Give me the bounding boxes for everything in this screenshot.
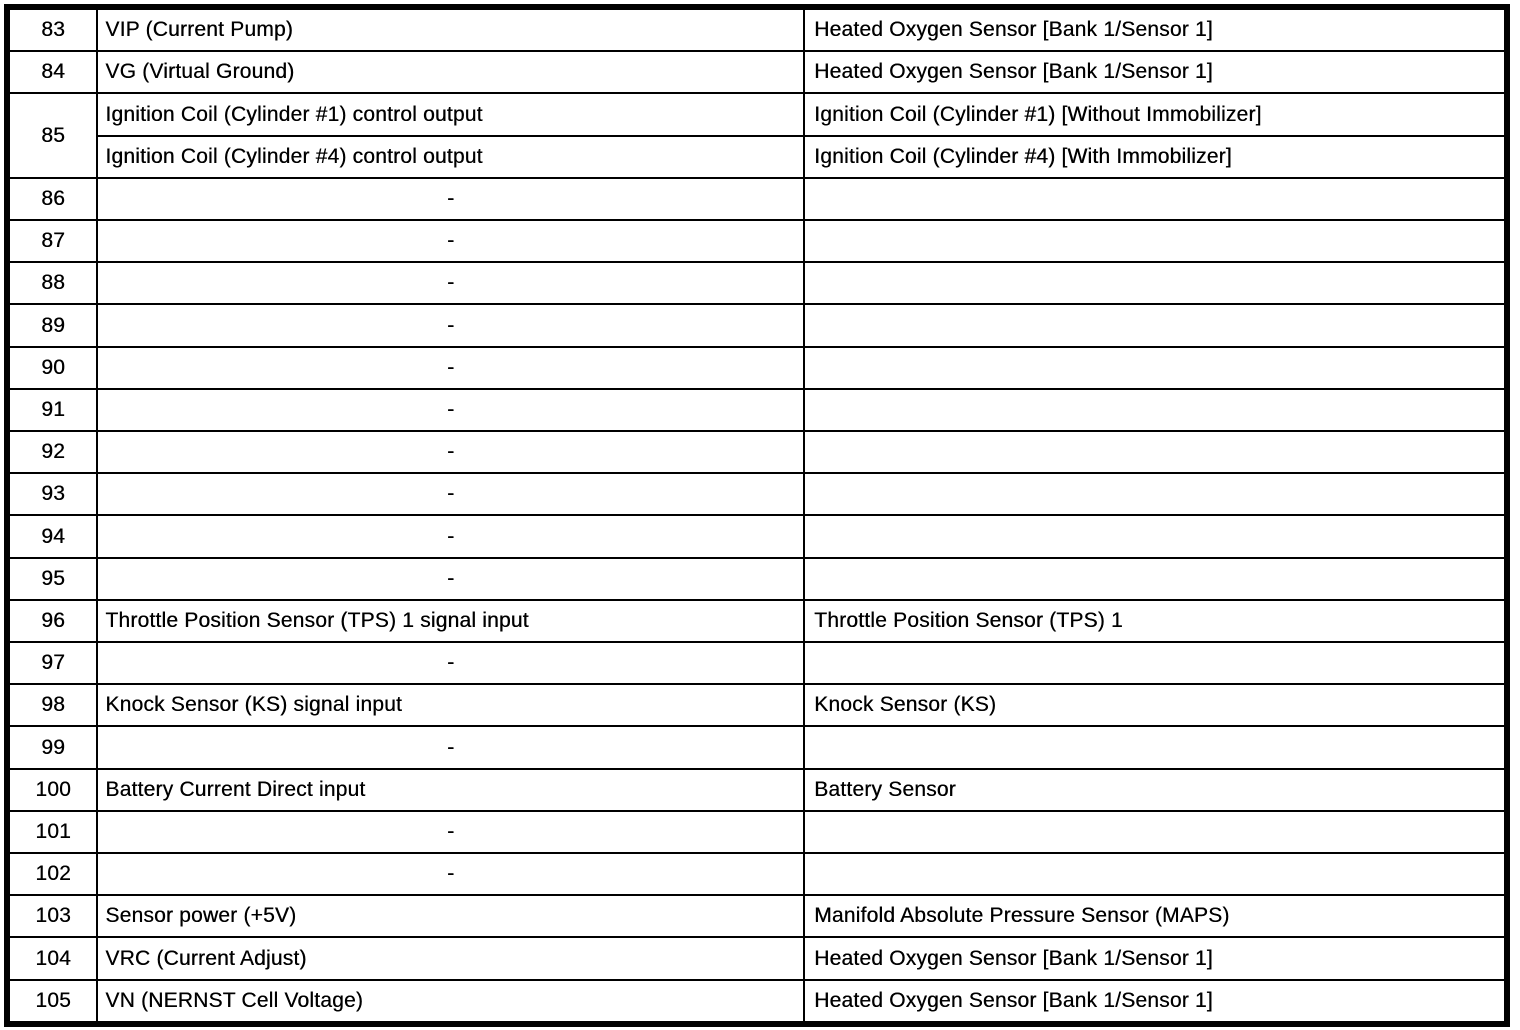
table-row xyxy=(7,51,1507,93)
connected-component-cell xyxy=(804,389,1507,431)
table-row xyxy=(7,7,1507,51)
pin-number-cell: 100 xyxy=(7,769,97,811)
pin-number-cell: 104 xyxy=(7,937,97,979)
pin-number-cell: 98 xyxy=(7,684,97,726)
table-row xyxy=(7,895,1507,937)
pin-number-cell: 99 xyxy=(7,726,97,768)
pin-number-cell: 95 xyxy=(7,558,97,600)
connected-component-cell xyxy=(804,726,1507,768)
pin-description-cell: - xyxy=(97,347,804,389)
table-row xyxy=(7,558,1507,600)
connected-component-cell: Heated Oxygen Sensor [Bank 1/Sensor 1] xyxy=(804,980,1507,1024)
pin-description-cell: - xyxy=(97,811,804,853)
connected-component-cell xyxy=(804,220,1507,262)
pinout-table xyxy=(4,4,1510,1027)
pin-description-cell: Ignition Coil (Cylinder #4) control output xyxy=(97,136,804,178)
pin-number-cell: 96 xyxy=(7,600,97,642)
pin-number-cell: 92 xyxy=(7,431,97,473)
table-row xyxy=(7,515,1507,557)
pin-number-cell: 94 xyxy=(7,515,97,557)
connected-component-cell xyxy=(804,853,1507,895)
table-row xyxy=(7,304,1507,346)
table-row xyxy=(7,220,1507,262)
connected-component-cell: Manifold Absolute Pressure Sensor (MAPS) xyxy=(804,895,1507,937)
connected-component-cell: Heated Oxygen Sensor [Bank 1/Sensor 1] xyxy=(804,51,1507,93)
connected-component-cell xyxy=(804,304,1507,346)
pin-number-cell: 105 xyxy=(7,980,97,1024)
table-row xyxy=(7,389,1507,431)
pin-description-cell: - xyxy=(97,262,804,304)
pin-description-cell: - xyxy=(97,558,804,600)
pin-description-cell: - xyxy=(97,220,804,262)
pin-description-cell: Battery Current Direct input xyxy=(97,769,804,811)
connected-component-cell: Ignition Coil (Cylinder #4) [With Immobilizer] xyxy=(804,136,1507,178)
table-row xyxy=(7,93,1507,135)
connected-component-cell xyxy=(804,178,1507,220)
table-row xyxy=(7,431,1507,473)
connected-component-cell: Throttle Position Sensor (TPS) 1 xyxy=(804,600,1507,642)
pin-description-cell: Knock Sensor (KS) signal input xyxy=(97,684,804,726)
pin-description-cell: - xyxy=(97,726,804,768)
connected-component-cell: Ignition Coil (Cylinder #1) [Without Immobilizer] xyxy=(804,93,1507,135)
table-row xyxy=(7,853,1507,895)
pin-number-cell: 102 xyxy=(7,853,97,895)
pin-number-cell: 93 xyxy=(7,473,97,515)
table-row xyxy=(7,600,1507,642)
pin-description-cell: Sensor power (+5V) xyxy=(97,895,804,937)
pin-number-cell: 89 xyxy=(7,304,97,346)
table-row xyxy=(7,811,1507,853)
connected-component-cell xyxy=(804,262,1507,304)
pin-number-cell: 103 xyxy=(7,895,97,937)
table-row xyxy=(7,262,1507,304)
connected-component-cell xyxy=(804,515,1507,557)
table-row xyxy=(7,726,1507,768)
pin-description-cell: - xyxy=(97,431,804,473)
pin-description-cell: - xyxy=(97,642,804,684)
pin-description-cell: - xyxy=(97,304,804,346)
pin-description-cell: Throttle Position Sensor (TPS) 1 signal input xyxy=(97,600,804,642)
pin-number-cell: 86 xyxy=(7,178,97,220)
pin-description-cell: - xyxy=(97,515,804,557)
pin-number-cell: 83 xyxy=(7,7,97,51)
table-row xyxy=(7,473,1507,515)
pin-description-cell: Ignition Coil (Cylinder #1) control output xyxy=(97,93,804,135)
pin-number-cell: 101 xyxy=(7,811,97,853)
pin-number-cell: 87 xyxy=(7,220,97,262)
table-row xyxy=(7,347,1507,389)
pin-description-cell: VG (Virtual Ground) xyxy=(97,51,804,93)
table-row xyxy=(7,136,1507,178)
connected-component-cell xyxy=(804,642,1507,684)
pin-description-cell: VIP (Current Pump) xyxy=(97,7,804,51)
connected-component-cell xyxy=(804,558,1507,600)
pin-number-cell: 85 xyxy=(7,93,97,177)
table-row xyxy=(7,769,1507,811)
connected-component-cell xyxy=(804,811,1507,853)
connected-component-cell xyxy=(804,347,1507,389)
pin-description-cell: - xyxy=(97,178,804,220)
connected-component-cell: Battery Sensor xyxy=(804,769,1507,811)
pin-description-cell: - xyxy=(97,389,804,431)
connected-component-cell: Knock Sensor (KS) xyxy=(804,684,1507,726)
pin-number-cell: 88 xyxy=(7,262,97,304)
pin-description-cell: VN (NERNST Cell Voltage) xyxy=(97,980,804,1024)
table-row xyxy=(7,684,1507,726)
table-row xyxy=(7,937,1507,979)
connected-component-cell xyxy=(804,431,1507,473)
table-row xyxy=(7,642,1507,684)
connected-component-cell xyxy=(804,473,1507,515)
pin-number-cell: 91 xyxy=(7,389,97,431)
pin-number-cell: 84 xyxy=(7,51,97,93)
table-row xyxy=(7,980,1507,1024)
table-row xyxy=(7,178,1507,220)
pin-description-cell: - xyxy=(97,473,804,515)
pin-number-cell: 90 xyxy=(7,347,97,389)
pin-number-cell: 97 xyxy=(7,642,97,684)
pin-description-cell: VRC (Current Adjust) xyxy=(97,937,804,979)
connected-component-cell: Heated Oxygen Sensor [Bank 1/Sensor 1] xyxy=(804,7,1507,51)
connected-component-cell: Heated Oxygen Sensor [Bank 1/Sensor 1] xyxy=(804,937,1507,979)
pin-description-cell: - xyxy=(97,853,804,895)
